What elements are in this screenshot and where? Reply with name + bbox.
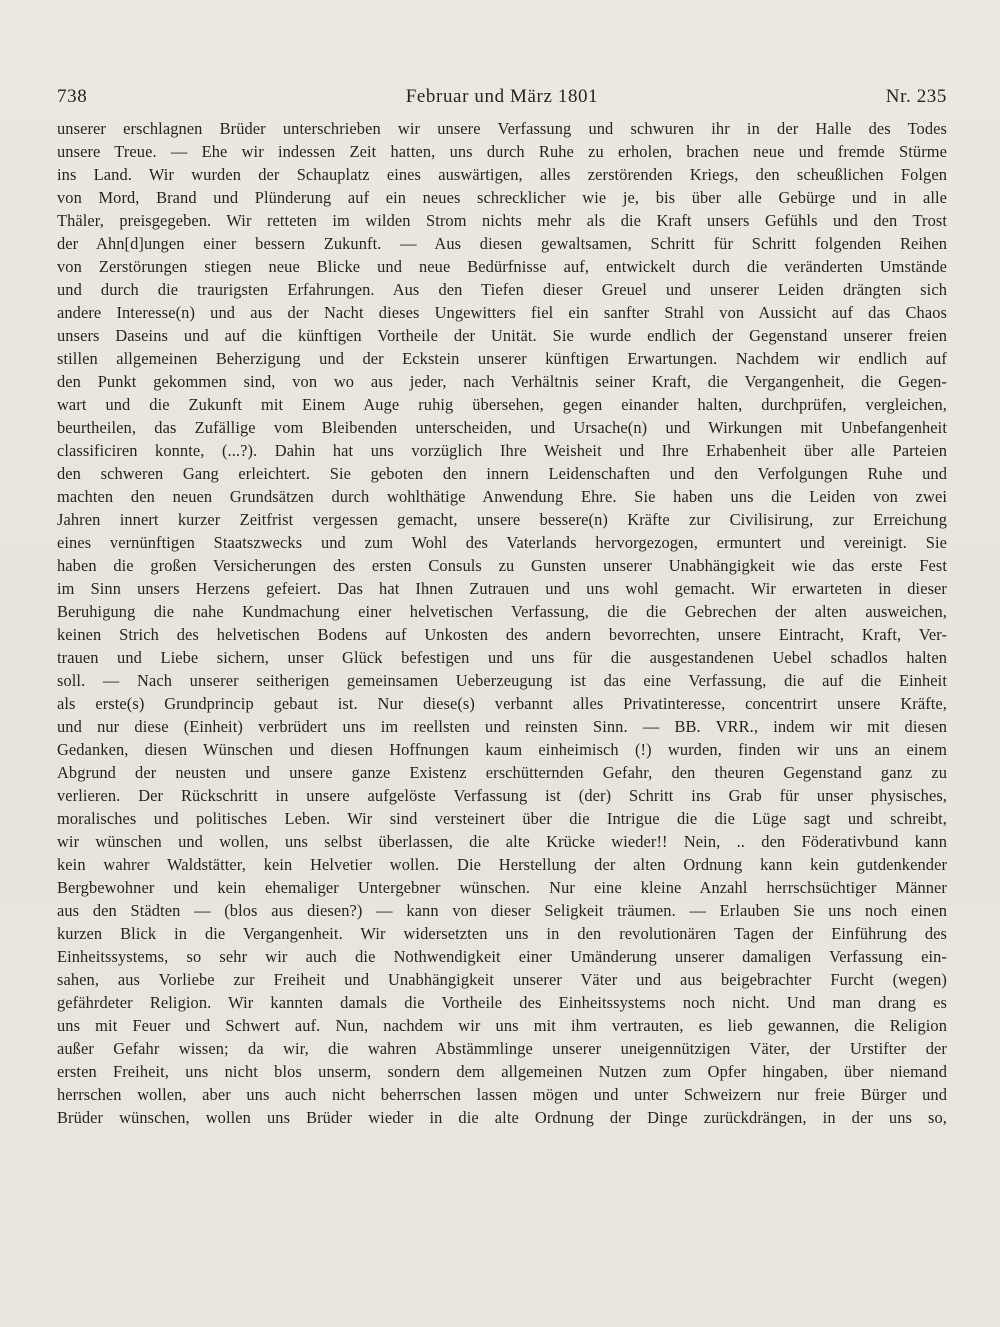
page-number: 738 [57,86,88,107]
text-line: und nur diese (Einheit) verbrüdert uns im reellsten und reinsten Sinn. — BB. VRR., indem wir mit diesen [57,717,947,736]
text-line: von Mord, Brand und Plünderung auf ein neues schrecklicher wie je, bis über alle Gebürge und in alle [57,188,947,207]
text-line: unserer erschlagnen Brüder unterschrieben wir unsere Verfassung und schwuren ihr in der Halle des Todes [57,119,947,138]
text-line: Bergbewohner und kein ehemaliger Untergebner wünschen. Nur eine kleine Anzahl herrschsüchtiger Männer [57,878,947,897]
text-line: Abgrund der neusten und unsere ganze Existenz erschütternden Gefahr, den theuren Gegenstand ganz zu [57,763,947,782]
header-title: Februar und März 1801 [405,86,599,107]
text-line: classificiren konnte, (...?). Dahin hat uns vorzüglich Ihre Weisheit und Ihre Erhabenheit über alle Parteien [57,441,947,460]
text-line: außer Gefahr wissen; da wir, die wahren Abstämmlinge unserer uneigennützigen Väter, der Urstifter der [57,1039,947,1058]
text-line: gefährdeter Religion. Wir kannten damals die Vortheile des Einheitssystems noch nicht. Und man drang es [57,993,947,1012]
text-line: den schweren Gang erleichtert. Sie geboten den innern Leidenschaften und den Verfolgungen Ruhe und [57,464,947,483]
text-line: und durch die traurigsten Erfahrungen. Aus den Tiefen dieser Greuel und unserer Leiden drängten sich [57,280,947,299]
text-line: herrschen wollen, aber uns auch nicht beherrschen lassen mögen und unter Schweizern nur freie Bürger und [57,1085,947,1104]
text-line: unsere Treue. — Ehe wir indessen Zeit hatten, uns durch Ruhe zu erholen, brachen neue und fremde Stürme [57,142,947,161]
text-line: Thäler, preisgegeben. Wir retteten im wilden Strom nichts mehr als die Kraft unsers Gefühls und den Trost [57,211,947,230]
text-line: kein wahrer Waldstätter, kein Helvetier wollen. Die Herstellung der alten Ordnung kann kein gutdenkender [57,855,947,874]
text-line: Gedanken, diesen Wünschen und diesen Hoffnungen kaum einheimisch (!) wurden, finden wir uns an einem [57,740,947,759]
running-header [57,86,947,112]
text-line: wir wünschen und wollen, uns selbst überlassen, die alte Krücke wieder!! Nein, .. den Föderativbund kann [57,832,947,851]
text-line: uns mit Feuer und Schwert auf. Nun, nachdem wir uns mit ihm vertrauten, es lieb gewannen, die Religion [57,1016,947,1035]
text-line: eines vernünftigen Staatszwecks und zum Wohl des Vaterlands hervorgezogen, ermuntert und vereinigt. Sie [57,533,947,552]
text-line: den Punkt gekommen sind, von wo aus jeder, nach Verhältnis seiner Kraft, die Vergangenheit, die Gegen- [57,372,947,391]
text-line: keinen Strich des helvetischen Bodens auf Unkosten des andern bevorrechten, unsere Eintracht, Kraft, Ver- [57,625,947,644]
body-text [57,117,947,1129]
text-line: haben die großen Versicherungen des ersten Consuls zu Gunsten unserer Unabhängigkeit wie das erste Fest [57,556,947,575]
text-line: andere Interesse(n) und aus der Nacht dieses Ungewitters fiel ein sanfter Strahl von Aussicht auf das Chaos [57,303,947,322]
text-line: ins Land. Wir wurden der Schauplatz eines auswärtigen, alles zerstörenden Kriegs, den scheußlichen Folgen [57,165,947,184]
text-line: Brüder wünschen, wollen uns Brüder wieder in die alte Ordnung der Dinge zurückdrängen, in der uns so, [57,1108,947,1127]
text-line: soll. — Nach unserer seitherigen gemeinsamen Ueberzeugung ist das eine Verfassung, die auf die Einheit [57,671,947,690]
text-line: trauen und Liebe sichern, unser Glück befestigen und uns für die ausgestandenen Uebel schadlos halten [57,648,947,667]
text-line: moralisches und politisches Leben. Wir sind versteinert über die Intrigue die die Lüge sagt und schreibt, [57,809,947,828]
text-line: ersten Freiheit, uns nicht blos unserm, sondern dem allgemeinen Nutzen zum Opfer hingaben, über niemand [57,1062,947,1081]
text-line: wart und die Zukunft mit Einem Auge ruhig übersehen, gegen einander halten, durchprüfen, vergleichen, [57,395,947,414]
text-line: verlieren. Der Rückschritt in unsere aufgelöste Verfassung ist (der) Schritt ins Grab für unser physisches, [57,786,947,805]
text-line: unsers Daseins und auf die künftigen Vortheile der Unität. Sie wurde endlich der Gegenstand unserer freien [57,326,947,345]
text-line: Einheitssystems, so sehr wir auch die Nothwendigkeit einer Umänderung unserer damaligen Verfassung ein- [57,947,947,966]
document-number: Nr. 235 [885,86,947,107]
text-line: sahen, aus Vorliebe zur Freiheit und Unabhängigkeit unserer Väter und aus beigebrachter Furcht (wegen) [57,970,947,989]
text-line: als erste(s) Grundprincip gebaut ist. Nur diese(s) verbannt alles Privatinteresse, concentrirt unsere Kräfte, [57,694,947,713]
text-line: aus den Städten — (blos aus diesen?) — kann von dieser Seligkeit träumen. — Erlauben Sie uns noch einen [57,901,947,920]
text-line: von Zerstörungen stiegen neue Blicke und neue Bedürfnisse auf, entwickelt durch die veränderten Umstände [57,257,947,276]
text-line: Jahren innert kurzer Zeitfrist vergessen gemacht, unsere bessere(n) Kräfte zur Civilisirung, zur Erreichung [57,510,947,529]
text-line: beurtheilen, das Zufällige vom Bleibenden unterscheiden, und Ursache(n) und Wirkungen mit Unbefangenheit [57,418,947,437]
text-line: im Sinn unsers Herzens gefeiert. Das hat Ihnen Zutrauen und uns wohl gemacht. Wir erwarteten in dieser [57,579,947,598]
text-line: Beruhigung die nahe Kundmachung einer helvetischen Verfassung, die die Gebrechen der alten ausweichen, [57,602,947,621]
text-line: machten den neuen Grundsätzen durch wohlthätige Anwendung Ehre. Sie haben uns die Leiden von zwei [57,487,947,506]
text-line: kurzen Blick in die Vergangenheit. Wir widersetzten uns in den revolutionären Tagen der Einführung des [57,924,947,943]
text-line: stillen allgemeinen Beherzigung und der Eckstein unserer künftigen Erwartungen. Nachdem wir endlich auf [57,349,947,368]
text-line: der Ahn[d]ungen einer bessern Zukunft. — Aus diesen gewaltsamen, Schritt für Schritt folgenden Reihen [57,234,947,253]
